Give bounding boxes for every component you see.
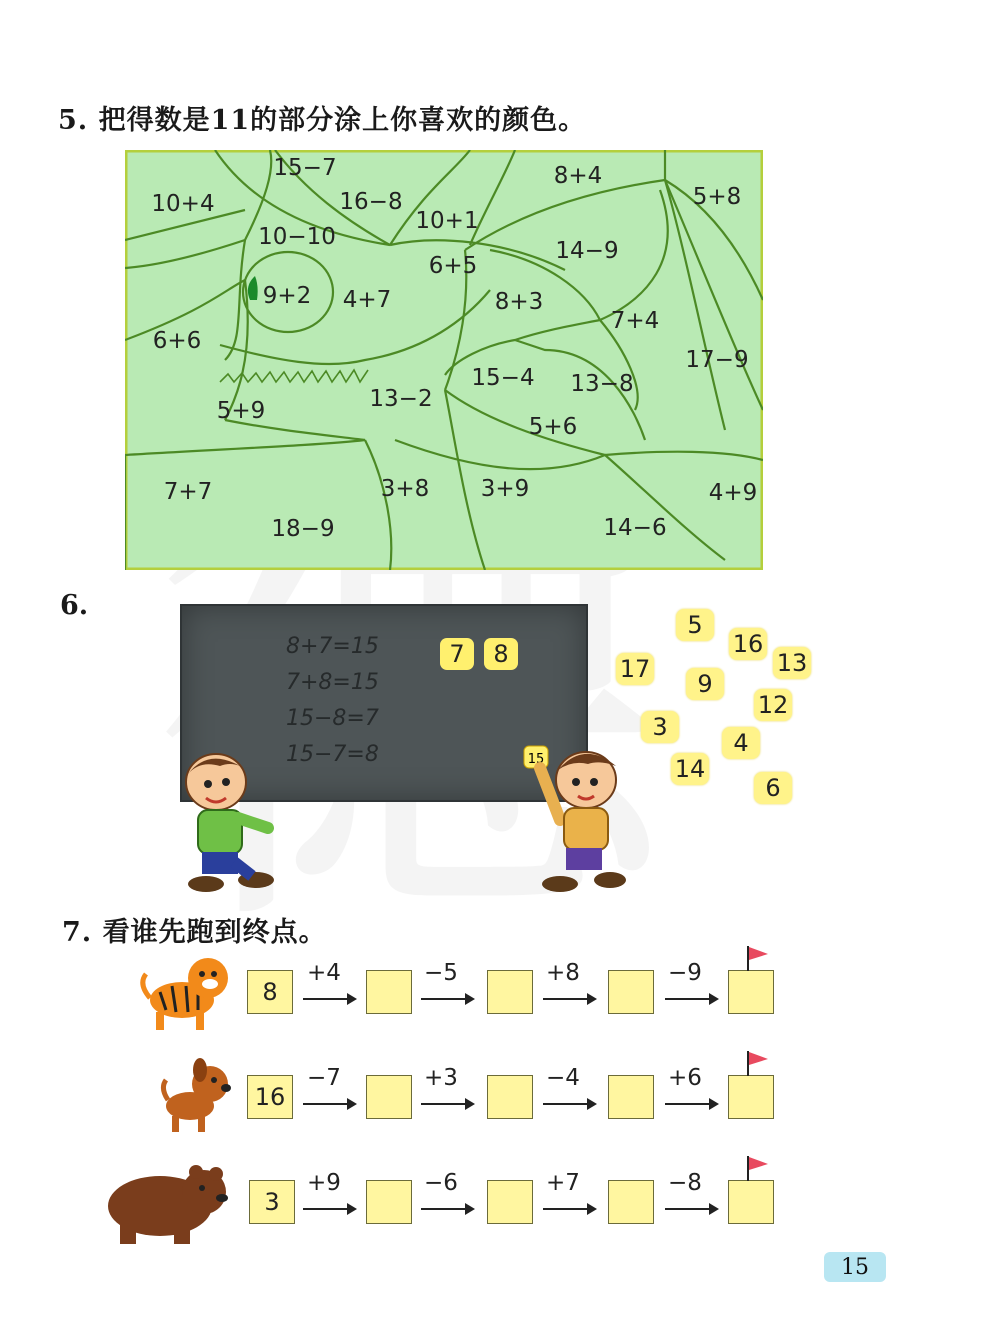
finish-flag-icon xyxy=(744,1049,774,1077)
held-card-text: 15 xyxy=(527,752,545,767)
start-box: 16 xyxy=(247,1075,293,1119)
section6-label: 6. xyxy=(60,590,89,621)
boy-left-illustration xyxy=(176,752,281,894)
region-expr: 6+5 xyxy=(428,253,478,279)
number-card: 13 xyxy=(773,647,811,679)
step-op: −9 xyxy=(668,960,702,986)
step-op: +7 xyxy=(546,1170,580,1196)
number-card: 6 xyxy=(754,772,792,804)
region-expr: 17−9 xyxy=(685,347,749,373)
step-arrow xyxy=(665,1208,717,1210)
region-expr: 4+7 xyxy=(342,287,392,313)
board-line: 8+7=15 xyxy=(286,634,379,659)
region-expr: 10−10 xyxy=(258,224,336,250)
step-op: +9 xyxy=(307,1170,341,1196)
region-expr: 10+4 xyxy=(151,191,215,217)
step-arrow xyxy=(665,1103,717,1105)
region-expr: 7+4 xyxy=(610,308,660,334)
step-arrow xyxy=(303,998,355,1000)
step-op: −7 xyxy=(307,1065,341,1091)
board-line: 15−7=8 xyxy=(286,742,379,767)
number-card: 16 xyxy=(729,628,767,660)
step-arrow xyxy=(543,1208,595,1210)
answer-box[interactable] xyxy=(608,970,654,1014)
number-card: 12 xyxy=(754,689,792,721)
step-op: −4 xyxy=(546,1065,580,1091)
region-expr: 5+6 xyxy=(528,414,578,440)
step-op: +4 xyxy=(307,960,341,986)
start-box: 3 xyxy=(249,1180,295,1224)
answer-box[interactable] xyxy=(366,1075,412,1119)
finish-box[interactable] xyxy=(728,1075,774,1119)
bear-icon xyxy=(100,1158,235,1248)
region-expr: 8+3 xyxy=(494,289,544,315)
region-expr: 13−2 xyxy=(369,386,433,412)
number-card: 14 xyxy=(671,753,709,785)
step-op: +6 xyxy=(668,1065,702,1091)
number-card: 5 xyxy=(676,609,714,641)
number-card: 9 xyxy=(686,668,724,700)
finish-flag-icon xyxy=(744,944,774,972)
board-line: 7+8=15 xyxy=(286,670,379,695)
region-expr: 9+2 xyxy=(262,283,312,309)
number-card: 3 xyxy=(641,711,679,743)
region-expr: 13−8 xyxy=(570,371,634,397)
step-arrow xyxy=(421,1208,473,1210)
region-expr: 5+9 xyxy=(216,398,266,424)
region-expr: 3+9 xyxy=(480,476,530,502)
region-expr: 6+6 xyxy=(152,328,202,354)
tiger-icon xyxy=(140,950,235,1034)
region-expr: 16−8 xyxy=(339,189,403,215)
step-arrow xyxy=(421,998,473,1000)
number-card: 17 xyxy=(616,653,654,685)
answer-box[interactable] xyxy=(487,1075,533,1119)
region-expr: 18−9 xyxy=(271,516,335,542)
number-card: 4 xyxy=(722,727,760,759)
answer-badge: 8 xyxy=(484,638,518,670)
region-expr: 14−9 xyxy=(555,238,619,264)
answer-box[interactable] xyxy=(608,1075,654,1119)
step-op: −5 xyxy=(424,960,458,986)
answer-box[interactable] xyxy=(487,1180,533,1224)
dog-icon xyxy=(158,1058,238,1136)
finish-flag-icon xyxy=(744,1154,774,1182)
answer-box[interactable] xyxy=(366,970,412,1014)
step-op: +3 xyxy=(424,1065,458,1091)
region-expr: 15−4 xyxy=(471,365,535,391)
section7-title: 7. 看谁先跑到终点。 xyxy=(62,917,327,948)
region-expr: 3+8 xyxy=(380,476,430,502)
step-arrow xyxy=(543,998,595,1000)
step-arrow xyxy=(665,998,717,1000)
step-op: −6 xyxy=(424,1170,458,1196)
answer-box[interactable] xyxy=(608,1180,654,1224)
region-expr: 14−6 xyxy=(603,515,667,541)
boy-right-illustration xyxy=(520,740,630,896)
region-expr: 7+7 xyxy=(163,479,213,505)
step-arrow xyxy=(421,1103,473,1105)
step-arrow xyxy=(303,1103,355,1105)
region-expr: 8+4 xyxy=(553,163,603,189)
step-arrow xyxy=(543,1103,595,1105)
step-arrow xyxy=(303,1208,355,1210)
finish-box[interactable] xyxy=(728,1180,774,1224)
region-expr: 10+1 xyxy=(415,208,479,234)
section5-title: 5. 把得数是11的部分涂上你喜欢的颜色。 xyxy=(58,105,587,136)
answer-box[interactable] xyxy=(487,970,533,1014)
answer-badge: 7 xyxy=(440,638,474,670)
step-op: −8 xyxy=(668,1170,702,1196)
start-box: 8 xyxy=(247,970,293,1014)
region-expr: 15−7 xyxy=(273,155,337,181)
answer-box[interactable] xyxy=(366,1180,412,1224)
step-op: +8 xyxy=(546,960,580,986)
page-number: 15 xyxy=(824,1252,886,1282)
color-puzzle xyxy=(125,150,763,570)
finish-box[interactable] xyxy=(728,970,774,1014)
region-expr: 4+9 xyxy=(708,480,758,506)
board-line: 15−8=7 xyxy=(286,706,379,731)
region-expr: 5+8 xyxy=(692,184,742,210)
